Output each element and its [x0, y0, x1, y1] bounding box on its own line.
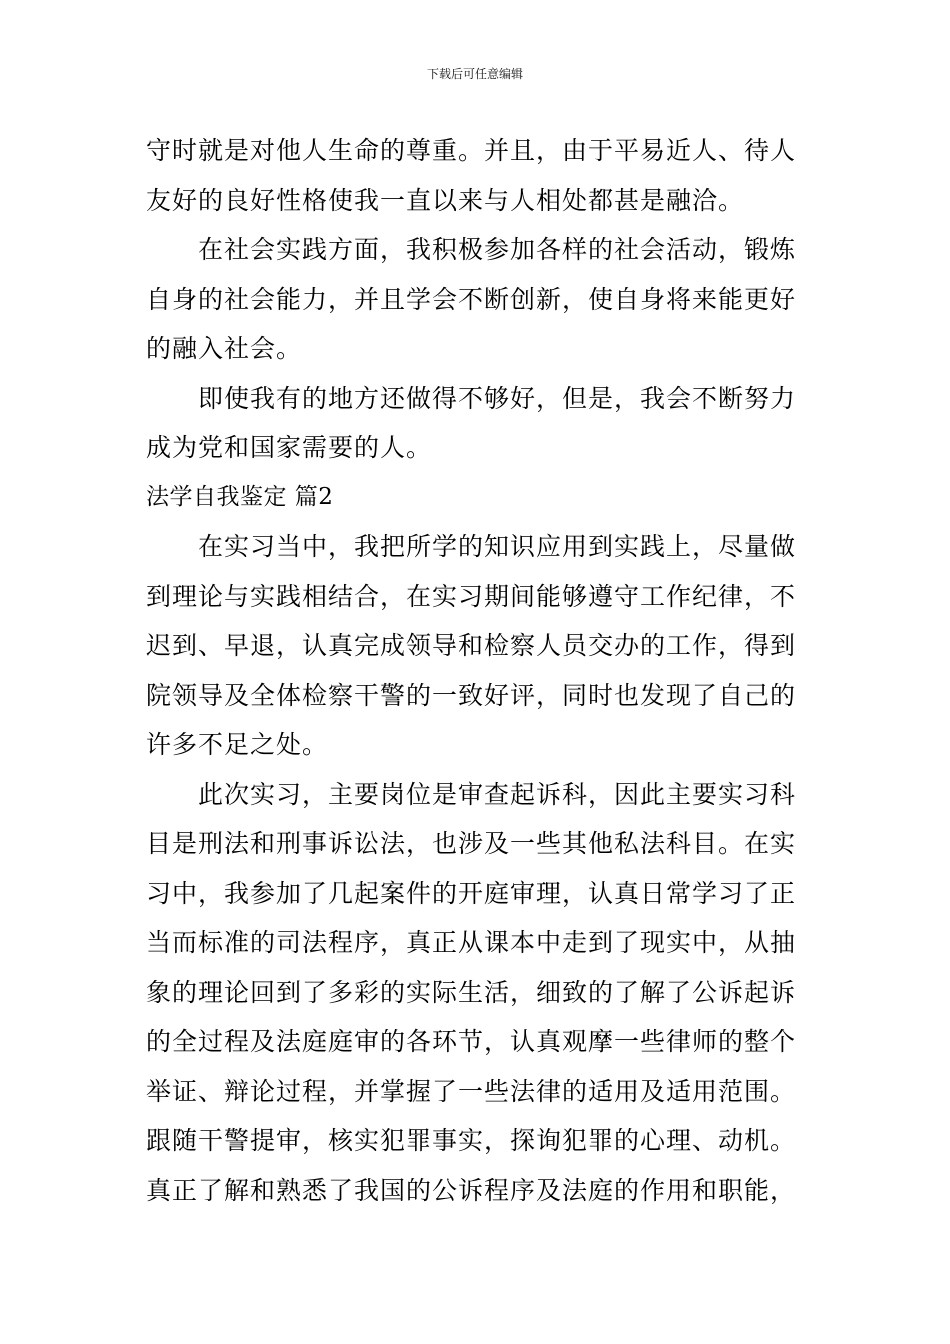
document-body [146, 126, 810, 1215]
paragraph-line: 跟随干警提审，核实犯罪事实，探询犯罪的心理、动机。 [146, 1126, 797, 1155]
paragraph-line: 真正了解和熟悉了我国的公诉程序及法庭的作用和职能， [146, 1175, 797, 1205]
paragraph-line: 目是刑法和刑事诉讼法，也涉及一些其他私法科目。在实 [146, 829, 797, 858]
paragraph-line: 在社会实践方面，我积极参加各样的社会活动，锻炼 [198, 235, 797, 264]
paragraph-line: 迟到、早退，认真完成领导和检察人员交办的工作，得到 [146, 631, 797, 660]
paragraph-line: 许多不足之处。 [146, 730, 329, 759]
paragraph-line: 习中，我参加了几起案件的开庭审理，认真日常学习了正 [146, 878, 797, 908]
paragraph-line: 成为党和国家需要的人。 [146, 433, 433, 462]
paragraph-line: 象的理论回到了多彩的实际生活，细致的了解了公诉起诉 [146, 977, 797, 1007]
paragraph-line: 举证、辩论过程，并掌握了一些法律的适用及适用范围。 [146, 1076, 797, 1106]
page-header-note: 下载后可任意编辑 [426, 67, 523, 81]
paragraph-line: 的融入社会。 [146, 334, 303, 363]
paragraph-line: 的全过程及法庭庭审的各环节，认真观摩一些律师的整个 [146, 1027, 797, 1056]
paragraph-line: 到理论与实践相结合，在实习期间能够遵守工作纪律，不 [146, 581, 797, 611]
paragraph-line: 友好的良好性格使我一直以来与人相处都甚是融洽。 [146, 185, 745, 215]
paragraph-line: 在实习当中，我把所学的知识应用到实践上，尽量做 [198, 532, 797, 561]
section-heading: 法学自我鉴定 篇2 [146, 483, 334, 510]
paragraph-line: 当而标准的司法程序，真正从课本中走到了现实中，从抽 [146, 928, 797, 957]
paragraph-line: 此次实习，主要岗位是审查起诉科，因此主要实习科 [198, 779, 797, 809]
paragraph-line: 自身的社会能力，并且学会不断创新，使自身将来能更好 [146, 284, 797, 314]
paragraph-line: 守时就是对他人生命的尊重。并且，由于平易近人、待人 [146, 136, 797, 165]
paragraph-line: 即使我有的地方还做得不够好，但是，我会不断努力 [198, 383, 797, 413]
paragraph-line: 院领导及全体检察干警的一致好评，同时也发现了自己的 [146, 680, 797, 710]
